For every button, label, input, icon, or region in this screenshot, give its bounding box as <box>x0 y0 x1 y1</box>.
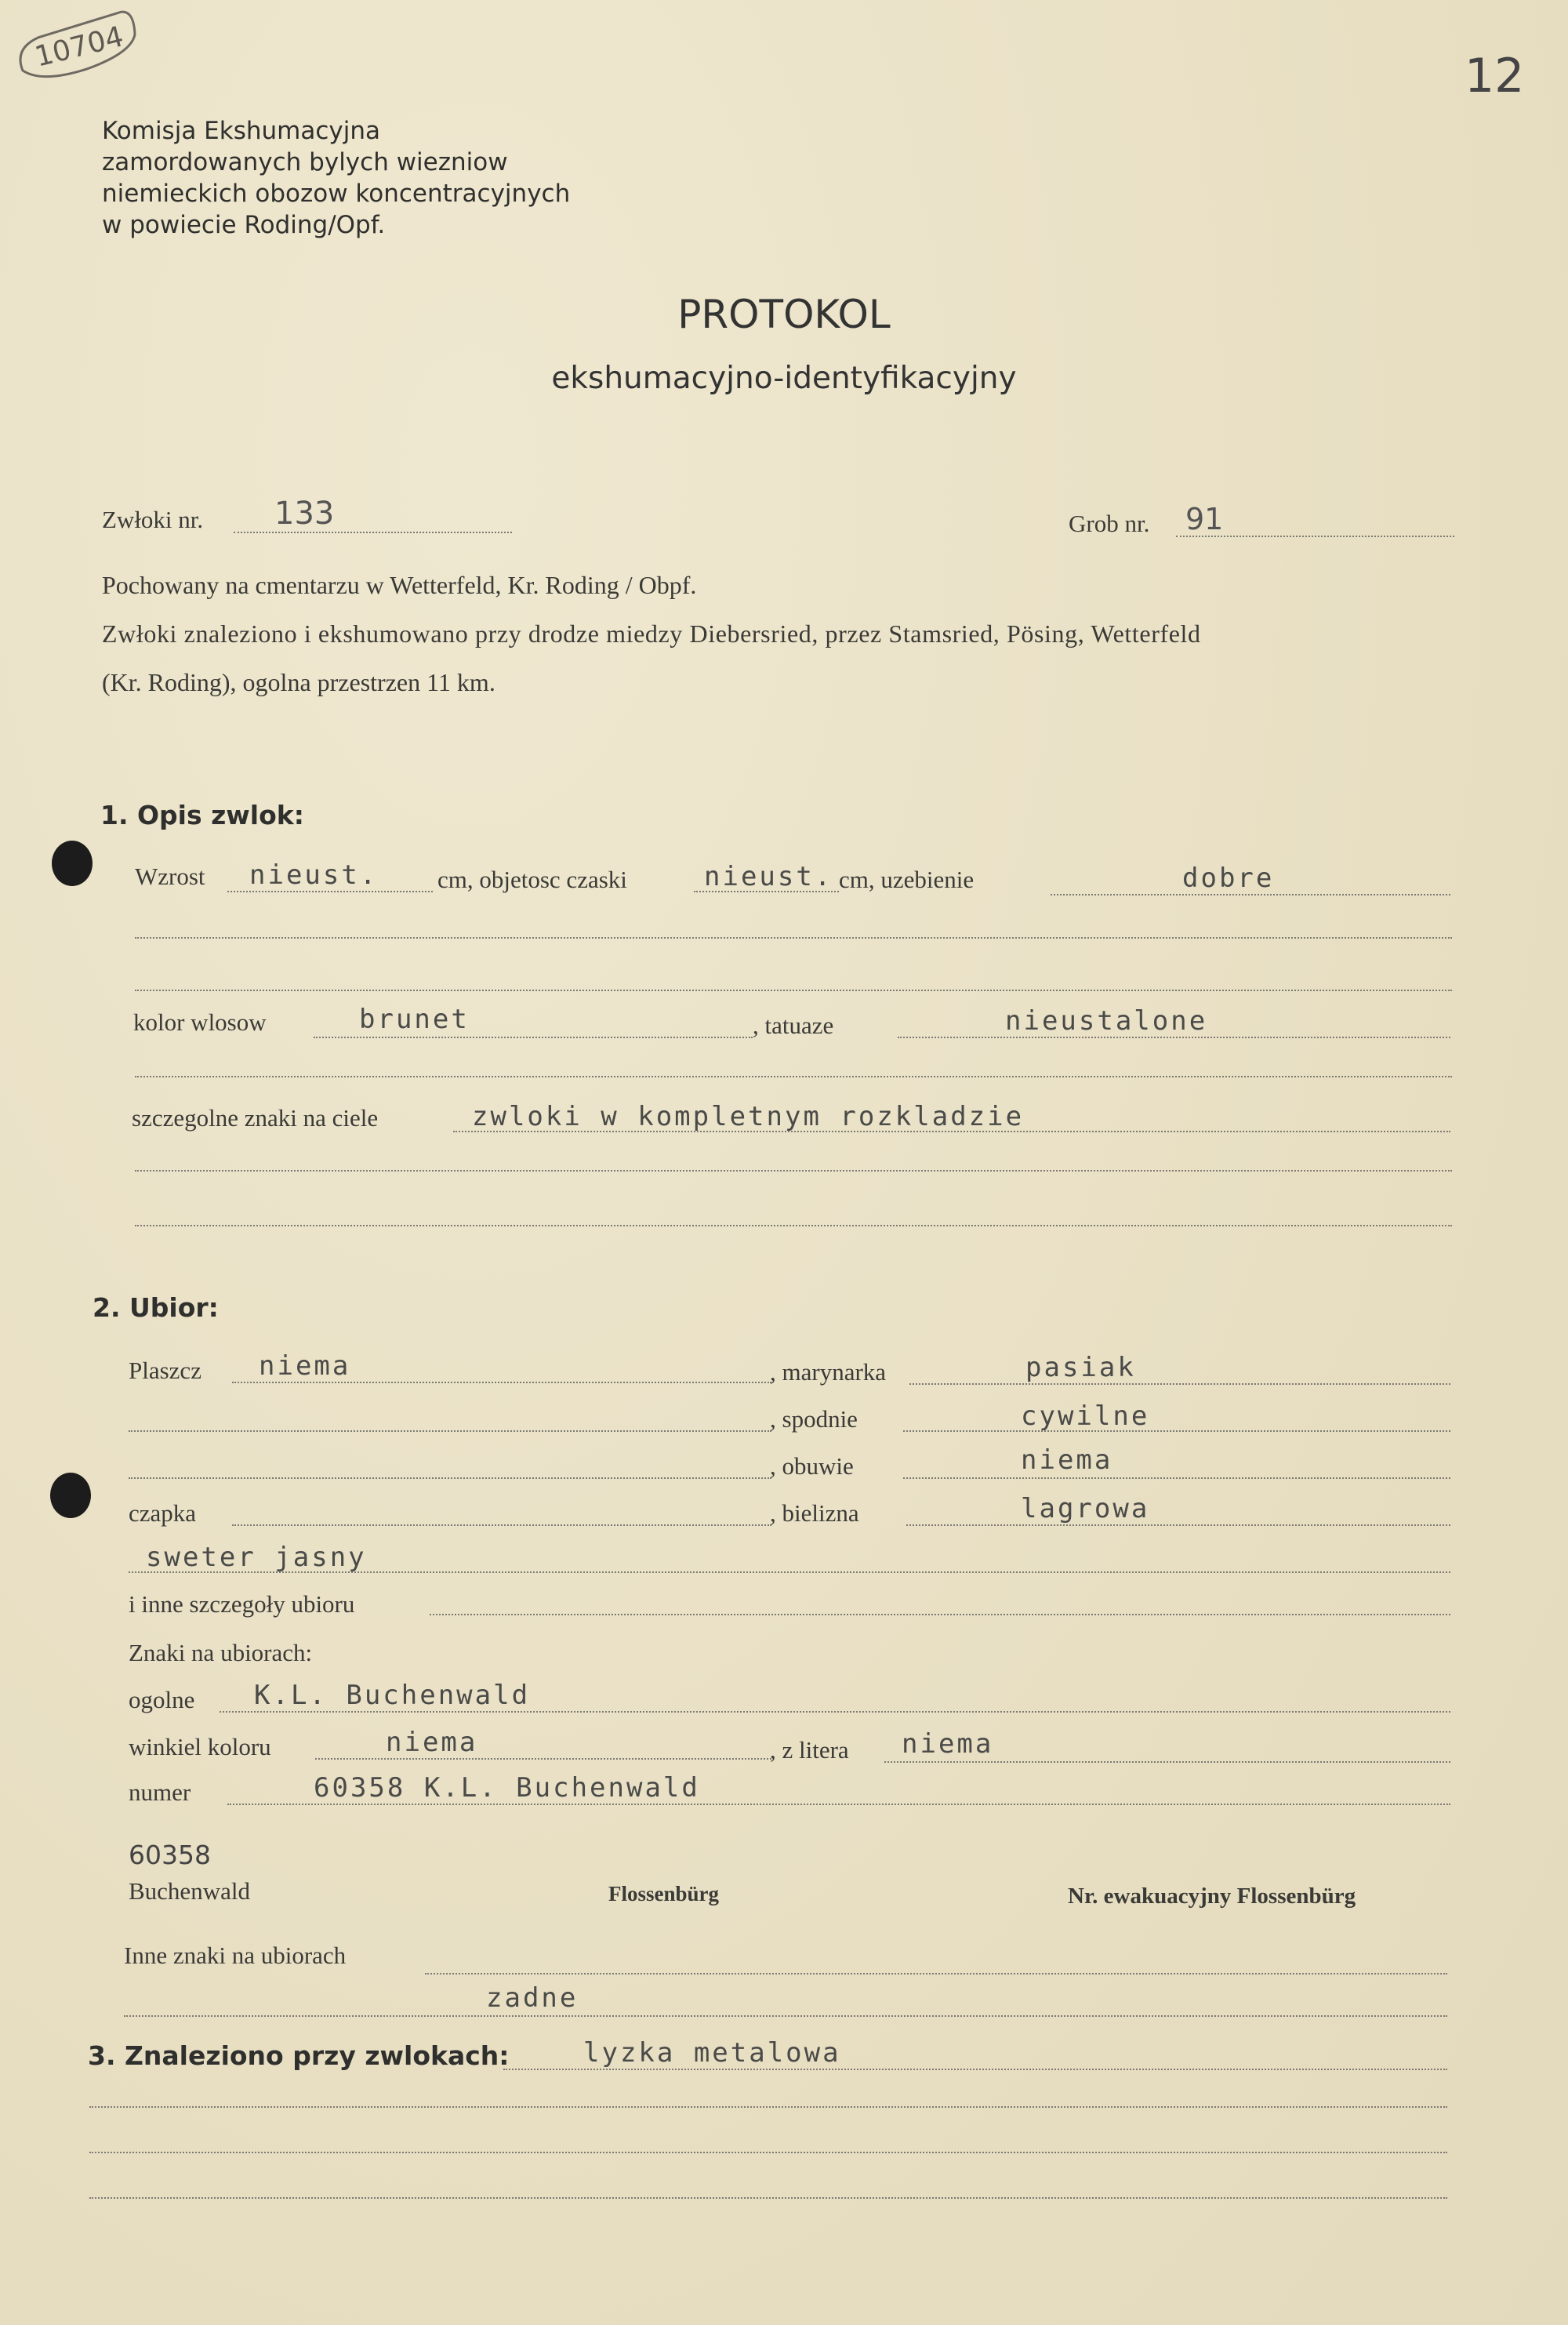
coat-label: Plaszcz <box>129 1357 201 1384</box>
shoes-value: niema <box>1021 1444 1113 1476</box>
archive-stamp <box>5 2 150 94</box>
number-value: 60358 K.L. Buchenwald <box>314 1772 700 1804</box>
header-line-3: niemieckich obozow koncentracyjnych <box>102 180 571 208</box>
tattoo-label: , tatuaze <box>753 1012 834 1039</box>
stamped-camp: Buchenwald <box>129 1877 250 1905</box>
grave-number-value: 91 <box>1185 502 1224 536</box>
number-label: numer <box>129 1778 191 1806</box>
body-marks-value: zwloki w kompletnym rozkladzie <box>472 1101 1025 1132</box>
cap-label: czapka <box>129 1499 197 1527</box>
section-1-heading: 1. Opis zwlok: <box>100 800 304 830</box>
burial-text: Pochowany na cmentarzu w Wetterfeld, Kr. Roding / Obpf. <box>102 571 697 599</box>
jacket-label: , marynarka <box>770 1358 887 1386</box>
punch-hole-top <box>52 841 93 886</box>
body-marks-label: szczegolne znaki na ciele <box>132 1104 379 1132</box>
other-clothing-marks-value: zadne <box>486 1982 579 2014</box>
height-unit: cm, objetosc czaski <box>437 866 627 893</box>
triangle-color-value: niema <box>386 1727 478 1758</box>
letter-label: , z litera <box>770 1736 849 1764</box>
page-title: PROTOKOL <box>677 292 891 337</box>
jacket-value: pasiak <box>1025 1352 1136 1383</box>
found-text-line-2: (Kr. Roding), ogolna przestrzen 11 km. <box>102 668 495 696</box>
skull-value: nieust. <box>704 861 833 892</box>
height-label: Wzrost <box>135 863 205 890</box>
header-line-2: zamordowanych bylych wiezniow <box>102 148 508 176</box>
body-number-value: 133 <box>274 496 335 532</box>
hair-label: kolor wlosow <box>133 1008 267 1036</box>
other-clothing-label: i inne szczegoły ubioru <box>129 1590 355 1618</box>
stamp-number: 10704 <box>31 20 127 74</box>
found-text-line-1: Zwłoki znaleziono i ekshumowano przy drodze miedzy Diebersried, przez Stamsried, Pösing, Wetterfeld <box>102 619 1201 648</box>
height-value: nieust. <box>249 859 379 891</box>
section-3-heading: 3. Znaleziono przy zwlokach: <box>88 2040 510 2071</box>
struck-evacuation-number: Nr. ewakuacyjny Flossenbürg <box>1068 1884 1356 1909</box>
tattoo-value: nieustalone <box>1005 1005 1208 1037</box>
body-number-label: Zwłoki nr. <box>102 506 204 533</box>
found-items-value: lyzka metalowa <box>583 2037 841 2069</box>
grave-number-label: Grob nr. <box>1069 510 1150 537</box>
page-subtitle: ekshumacyjno-identyfikacyjny <box>551 361 1017 396</box>
letter-value: niema <box>902 1728 994 1760</box>
shoes-label: , obuwie <box>770 1452 854 1480</box>
trousers-label: , spodnie <box>770 1405 858 1433</box>
stamped-number: 60358 <box>129 1840 211 1870</box>
underwear-value: lagrowa <box>1021 1493 1150 1524</box>
section-2-heading: 2. Ubior: <box>93 1292 219 1323</box>
other-clothing-value: sweter jasny <box>146 1542 367 1573</box>
skull-unit: cm, uzebienie <box>839 866 975 893</box>
hair-value: brunet <box>359 1004 470 1035</box>
other-clothing-marks-label: Inne znaki na ubiorach <box>124 1942 347 1969</box>
header-line-4: w powiecie Roding/Opf. <box>102 211 386 239</box>
triangle-color-label: winkiel koloru <box>129 1733 271 1760</box>
trousers-value: cywilne <box>1021 1400 1150 1432</box>
punch-hole-bottom <box>50 1473 91 1518</box>
teeth-value: dobre <box>1182 863 1275 894</box>
coat-value: niema <box>259 1350 351 1382</box>
general-marks-label: ogolne <box>129 1686 195 1713</box>
page-number: 12 <box>1465 49 1525 104</box>
general-marks-value: K.L. Buchenwald <box>254 1680 531 1711</box>
struck-word-flossenburg: Flossenbürg <box>608 1882 720 1905</box>
clothing-marks-heading: Znaki na ubiorach: <box>129 1639 313 1666</box>
header-line-1: Komisja Ekshumacyjna <box>102 117 381 145</box>
underwear-label: , bielizna <box>770 1499 859 1527</box>
